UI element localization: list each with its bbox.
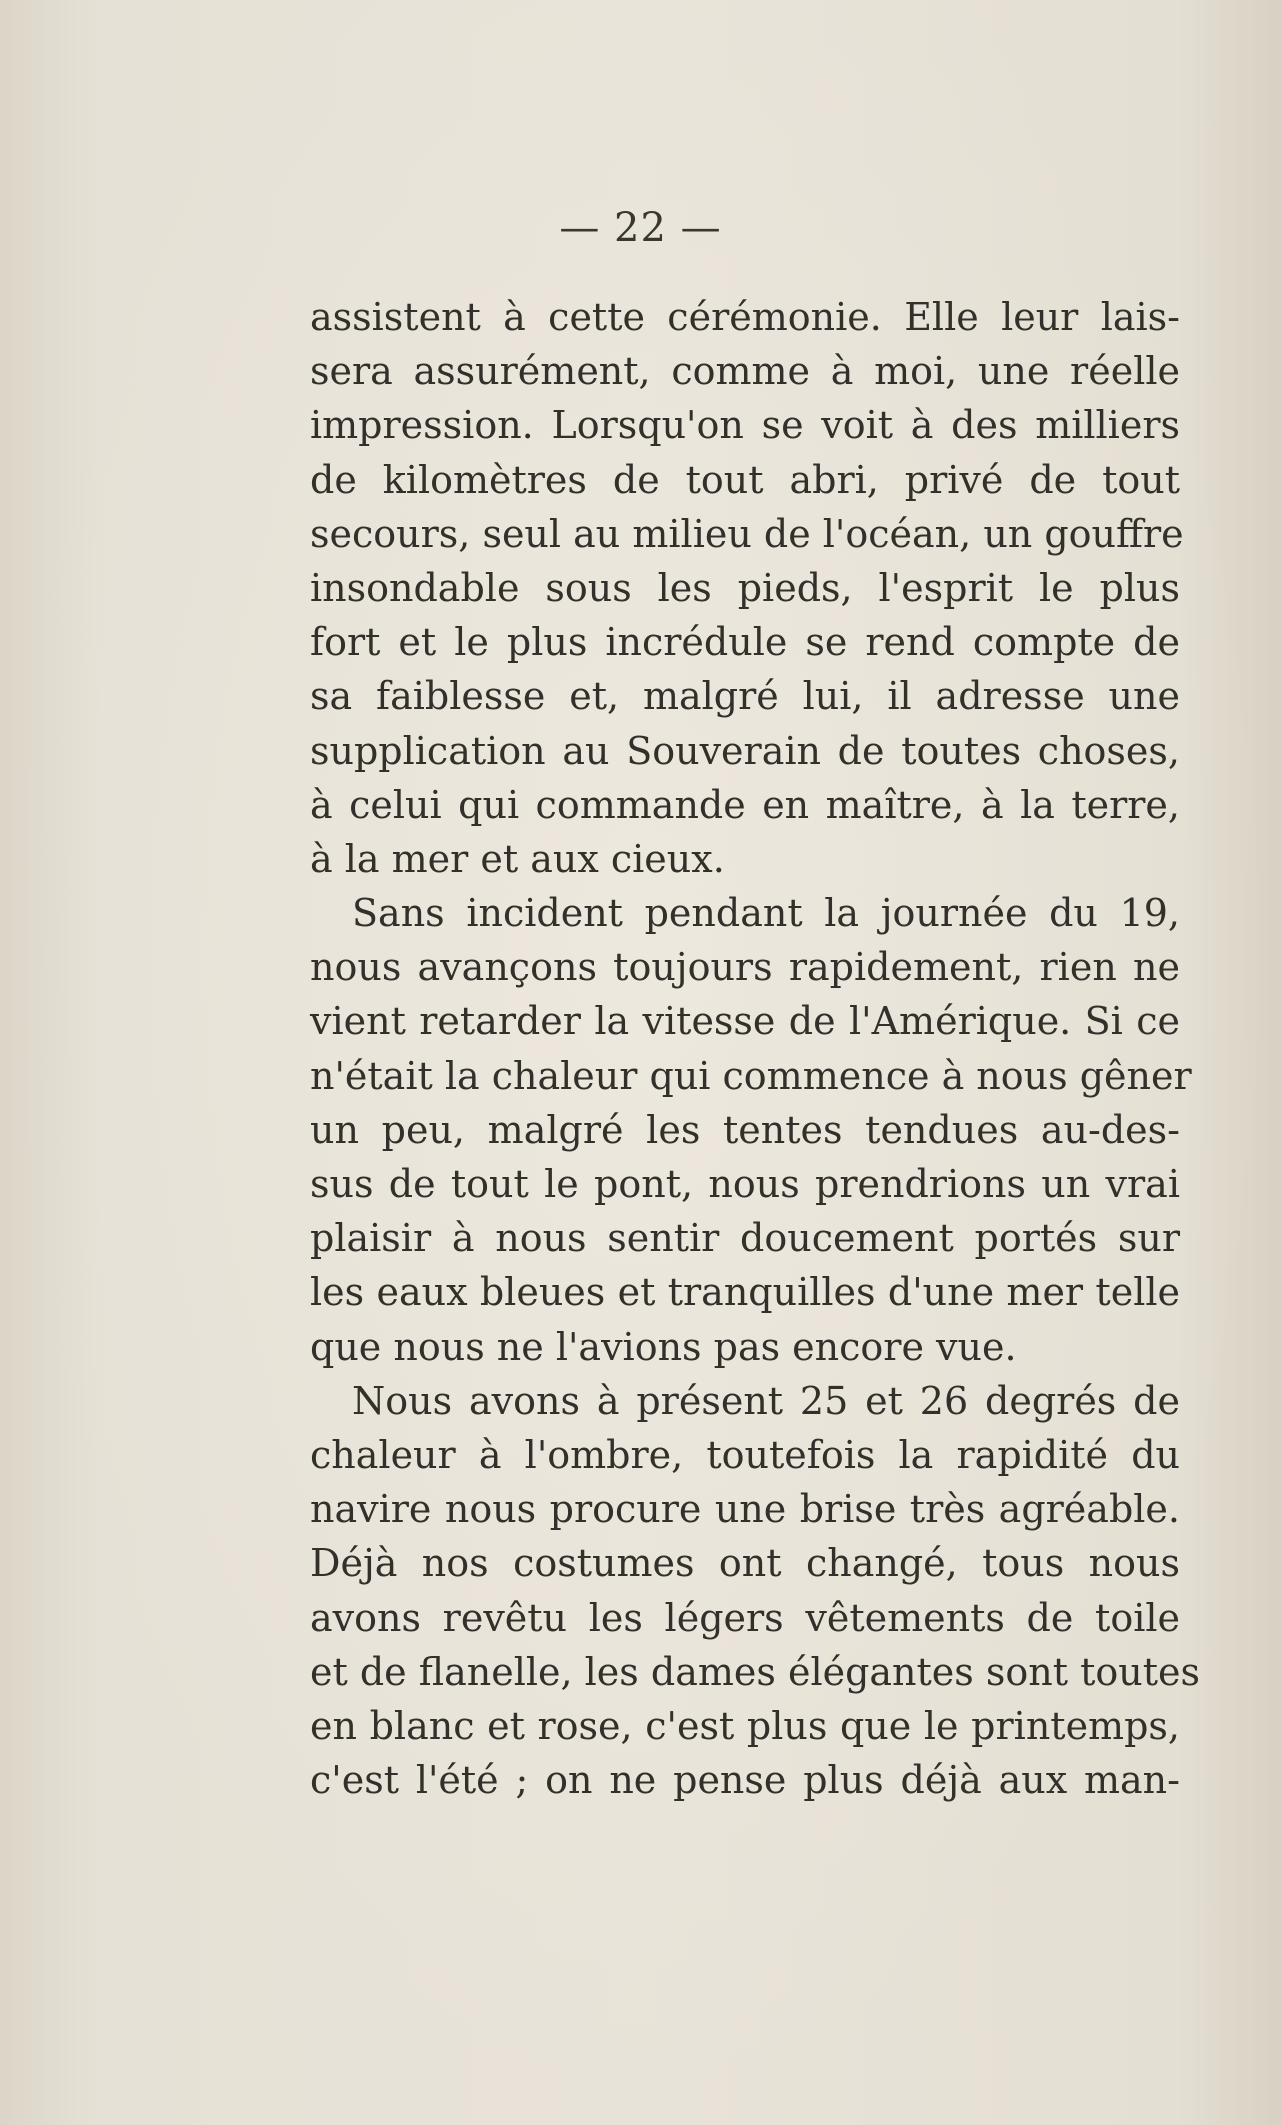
text-line: secours, seul au milieu de l'océan, un gouffre — [310, 511, 1184, 556]
text-line: que nous ne l'avions pas encore vue. — [310, 1324, 1017, 1369]
text-line: fort et le plus incrédule se rend compte de — [310, 620, 1180, 665]
text-line: impression. Lorsqu'on se voit à des milliers — [310, 403, 1180, 448]
text-line: de kilomètres de tout abri, privé de tout — [310, 457, 1180, 502]
text-line: insondable sous les pieds, l'esprit le plus — [310, 565, 1180, 610]
text-line: avons revêtu les légers vêtements de toile — [310, 1595, 1180, 1640]
text-line: sus de tout le pont, nous prendrions un vrai — [310, 1162, 1180, 1206]
text-line: Déjà nos costumes ont changé, tous nous — [310, 1541, 1180, 1586]
text-line: nous avançons toujours rapidement, rien ne — [310, 945, 1180, 990]
text-line: à celui qui commande en maître, à la terre, — [310, 782, 1180, 827]
text-line: n'était la chaleur qui commence à nous gêner — [310, 1053, 1192, 1098]
text-line: navire nous procure une brise très agréable. — [310, 1487, 1180, 1532]
text-line: assistent à cette cérémonie. Elle leur lais- — [310, 295, 1180, 339]
page-number: — 22 — — [559, 205, 722, 251]
text-line: Nous avons à présent 25 et 26 degrés de — [352, 1378, 1180, 1423]
text-line: plaisir à nous sentir doucement portés sur — [310, 1216, 1180, 1261]
text-line: un peu, malgré les tentes tendues au-des- — [310, 1107, 1180, 1152]
body-text — [310, 290, 1200, 1807]
text-line: sera assurément, comme à moi, une réelle — [310, 349, 1180, 394]
text-line: chaleur à l'ombre, toutefois la rapidité du — [310, 1432, 1180, 1477]
text-line: Sans incident pendant la journée du 19, — [352, 891, 1180, 936]
text-line: supplication au Souverain de toutes choses, — [310, 728, 1180, 773]
text-line: vient retarder la vitesse de l'Amérique. Si ce — [310, 999, 1180, 1044]
text-line: à la mer et aux cieux. — [310, 836, 725, 881]
text-line: et de flanelle, les dames élégantes sont toutes — [310, 1649, 1200, 1694]
text-line: les eaux bleues et tranquilles d'une mer telle — [310, 1270, 1180, 1315]
text-line: en blanc et rose, c'est plus que le printemps, — [310, 1703, 1180, 1748]
text-line: c'est l'été ; on ne pense plus déjà aux man- — [310, 1758, 1180, 1803]
text-line: sa faiblesse et, malgré lui, il adresse une — [310, 674, 1180, 719]
